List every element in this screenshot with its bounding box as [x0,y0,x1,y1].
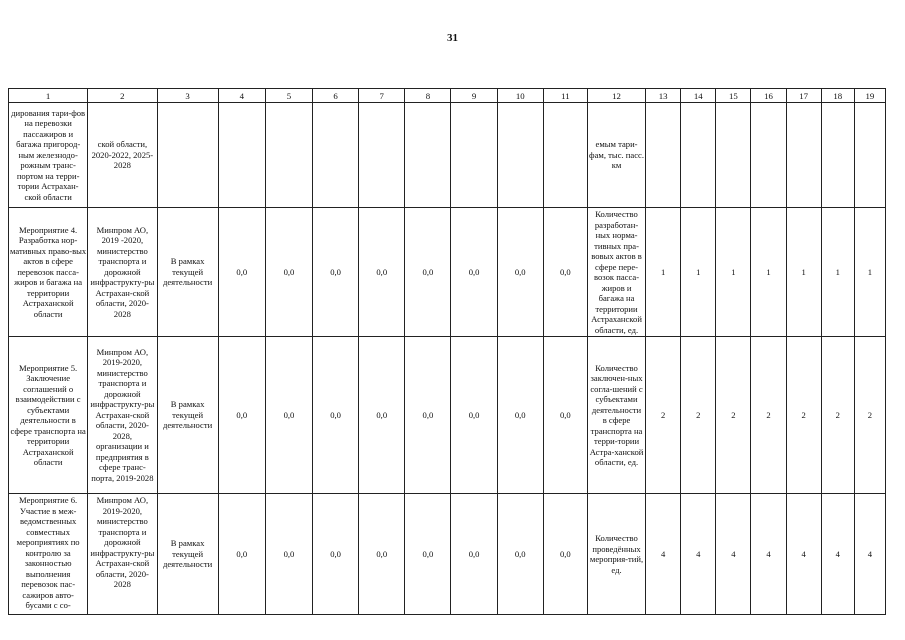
indicator-value-cell: 2 [786,337,821,494]
header-cell: 6 [313,89,359,103]
indicator-cell: Количество заключен-ных согла-шений с субъектами деятельности в сфере транспорта на терри-тории Астра-ханской области, ед. [587,337,645,494]
indicator-cell: Количество проведённых мероприя-тий, ед. [587,494,645,615]
header-cell: 8 [405,89,451,103]
indicator-value-cell: 2 [854,337,885,494]
value-cell: 0,0 [218,208,265,337]
value-cell: 0,0 [265,208,312,337]
activity-cell: дирования тари-фов на перевозки пассажиров и багажа пригород-ным железнодо-рожным транс-портом на терри-тории Астрахан-ской области [9,103,88,208]
header-cell: 11 [543,89,587,103]
column-number-row [9,89,886,103]
indicator-value-cell: 1 [786,208,821,337]
header-cell: 12 [587,89,645,103]
value-cell: 0,0 [265,337,312,494]
funding-source-cell: В рамках текущей деятельности [157,337,218,494]
value-cell: 0,0 [497,208,543,337]
header-cell: 4 [218,89,265,103]
executor-cell: Минпром АО, 2019-2020, министерство транспорта и дорожной инфраструкту-ры Астрахан-ской области, 2020-2028, организации и предприятия в сфере транс-порта, 2019-2028 [88,337,157,494]
value-cell: 0,0 [405,337,451,494]
header-cell: 9 [451,89,497,103]
indicator-value-cell: 4 [716,494,751,615]
header-cell: 18 [821,89,854,103]
indicator-value-cell: 1 [716,208,751,337]
value-cell: 0,0 [451,337,497,494]
header-cell: 1 [9,89,88,103]
value-cell [451,103,497,208]
indicator-value-cell: 2 [681,337,716,494]
header-cell: 15 [716,89,751,103]
table-row [9,337,886,494]
indicator-value-cell: 2 [646,337,681,494]
header-cell: 3 [157,89,218,103]
header-cell: 10 [497,89,543,103]
indicator-value-cell [821,103,854,208]
indicator-value-cell: 4 [646,494,681,615]
value-cell [405,103,451,208]
indicator-value-cell: 4 [681,494,716,615]
executor-cell: Минпром АО, 2019 -2020, министерство транспорта и дорожной инфраструкту-ры Астрахан-ской области, 2020-2028 [88,208,157,337]
header-cell: 2 [88,89,157,103]
value-cell: 0,0 [359,337,405,494]
value-cell: 0,0 [313,494,359,615]
value-cell [359,103,405,208]
indicator-value-cell: 2 [751,337,786,494]
value-cell: 0,0 [543,494,587,615]
activity-cell: Мероприятие 5. Заключение соглашений о взаимодействии с субъектами деятельности в сфере транспорта на территории Астраханской области [9,337,88,494]
indicator-value-cell: 1 [681,208,716,337]
header-cell: 7 [359,89,405,103]
value-cell [543,103,587,208]
value-cell [497,103,543,208]
funding-source-cell: В рамках текущей деятельности [157,494,218,615]
value-cell: 0,0 [497,337,543,494]
header-cell: 17 [786,89,821,103]
page-number: 31 [447,32,458,44]
indicator-value-cell: 1 [854,208,885,337]
value-cell [218,103,265,208]
value-cell: 0,0 [543,337,587,494]
value-cell: 0,0 [497,494,543,615]
value-cell [313,103,359,208]
indicator-value-cell: 4 [786,494,821,615]
indicator-value-cell: 1 [646,208,681,337]
header-cell: 14 [681,89,716,103]
value-cell: 0,0 [405,208,451,337]
indicator-value-cell [716,103,751,208]
value-cell: 0,0 [218,494,265,615]
indicator-value-cell: 1 [821,208,854,337]
funding-source-cell [157,103,218,208]
executor-cell: Минпром АО, 2019-2020, министерство транспорта и дорожной инфраструкту-ры Астрахан-ской области, 2020-2028 [88,494,157,615]
value-cell: 0,0 [313,208,359,337]
table-row [9,494,886,615]
indicator-cell: Количество разработан-ных норма-тивных пра-вовых актов в сфере пере-возок пасса-жиров и багажа на территории Астраханской области, ед. [587,208,645,337]
funding-source-cell: В рамках текущей деятельности [157,208,218,337]
indicator-value-cell [751,103,786,208]
value-cell: 0,0 [359,208,405,337]
indicator-value-cell: 4 [821,494,854,615]
value-cell: 0,0 [265,494,312,615]
table-row [9,208,886,337]
indicator-value-cell [854,103,885,208]
executor-cell: ской области, 2020-2022, 2025-2028 [88,103,157,208]
header-cell: 13 [646,89,681,103]
value-cell: 0,0 [451,494,497,615]
value-cell: 0,0 [218,337,265,494]
indicator-value-cell [786,103,821,208]
activity-cell: Мероприятие 6. Участие в меж-ведомственных совместных мероприятиях по контролю за законностью выполнения перевозок пас-сажиров авто-бусами с со- [9,494,88,615]
header-cell: 16 [751,89,786,103]
header-cell: 5 [265,89,312,103]
table-row [9,103,886,208]
indicator-value-cell [646,103,681,208]
value-cell: 0,0 [359,494,405,615]
indicator-cell: емым тари-фам, тыс. пасс. км [587,103,645,208]
indicator-value-cell [681,103,716,208]
program-table [8,88,886,615]
indicator-value-cell: 1 [751,208,786,337]
value-cell: 0,0 [313,337,359,494]
value-cell [265,103,312,208]
activity-cell: Мероприятие 4. Разработка нор-мативных право-вых актов в сфере перевозок пасса-жиров и багажа на территории Астраханской области [9,208,88,337]
indicator-value-cell: 2 [716,337,751,494]
indicator-value-cell: 4 [854,494,885,615]
value-cell: 0,0 [543,208,587,337]
value-cell: 0,0 [451,208,497,337]
value-cell: 0,0 [405,494,451,615]
indicator-value-cell: 4 [751,494,786,615]
header-cell: 19 [854,89,885,103]
indicator-value-cell: 2 [821,337,854,494]
